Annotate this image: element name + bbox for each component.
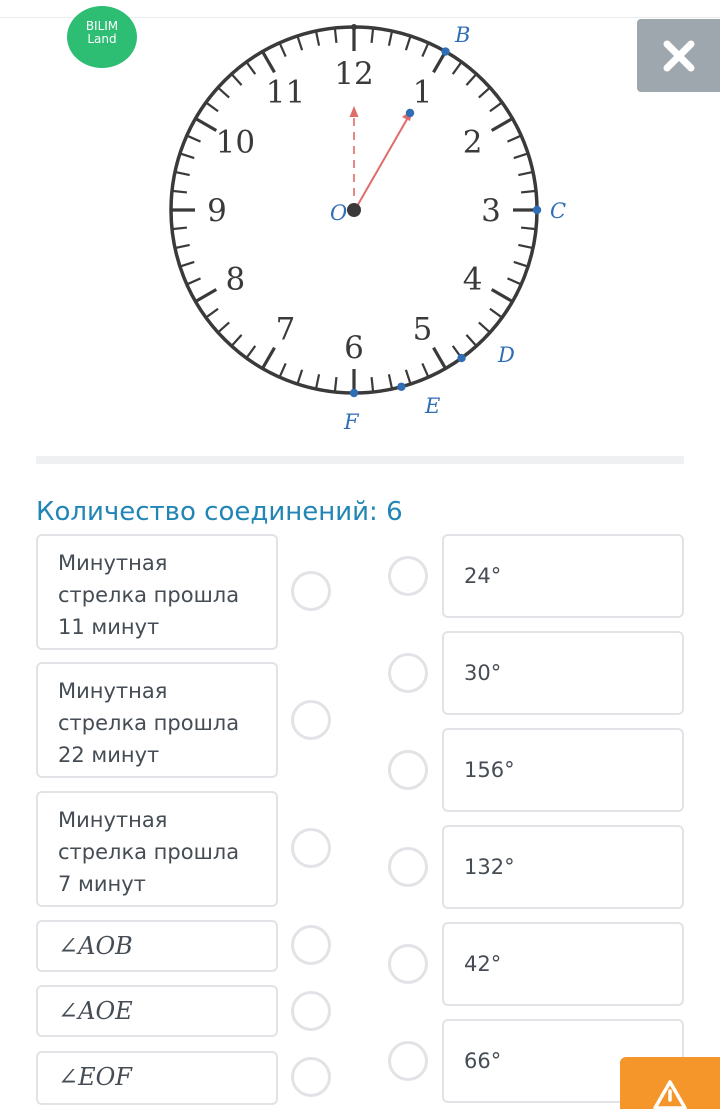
left-radio-1[interactable] [291, 571, 331, 611]
minute-tick [206, 102, 218, 111]
minute-tick [479, 322, 490, 332]
section-divider [36, 456, 684, 464]
minute-tick [172, 191, 187, 193]
clock-numeral: 1 [412, 74, 433, 111]
right-radio-5[interactable] [388, 944, 428, 984]
point-c-label: C [550, 199, 567, 223]
minute-tick [218, 88, 229, 98]
minute-tick [479, 88, 490, 98]
minute-tick [335, 28, 337, 43]
right-radio-3[interactable] [388, 750, 428, 790]
minute-tick [297, 370, 302, 384]
clock-numeral: 10 [215, 124, 256, 161]
point-f-label: F [344, 410, 359, 434]
right-option-3[interactable] [442, 728, 684, 812]
minute-tick [514, 153, 528, 158]
right-radio-6[interactable] [388, 1041, 428, 1081]
minute-tick [518, 172, 533, 175]
minute-tick [206, 309, 218, 318]
right-option-5[interactable] [442, 922, 684, 1006]
hour-tick [196, 119, 217, 131]
point-f [350, 389, 358, 397]
right-option-2-label: 30° [464, 661, 502, 685]
minute-tick [518, 245, 533, 248]
left-radio-6[interactable] [291, 1057, 331, 1097]
point-e [397, 383, 405, 391]
hour-tick [263, 348, 275, 369]
minute-tick [490, 102, 502, 111]
right-option-4[interactable] [442, 825, 684, 909]
hour-tick [196, 290, 217, 302]
minute-tick [316, 374, 319, 389]
minute-tick [246, 62, 255, 74]
hand-tip-point [406, 109, 414, 117]
minute-tick [175, 172, 190, 175]
minute-tick [507, 136, 521, 142]
left-radio-2[interactable] [291, 700, 331, 740]
right-option-4-label: 132° [464, 855, 515, 879]
reference-hand-arrow [350, 106, 359, 117]
point-a [351, 24, 357, 30]
connections-count-value: 6 [386, 497, 403, 527]
clock-numeral: 2 [462, 124, 483, 161]
clock-numeral: 3 [481, 193, 501, 229]
minute-tick [172, 228, 187, 230]
left-option-3[interactable]: Минутная стрелка прошла 7 минут [36, 791, 278, 907]
minute-tick [232, 74, 242, 85]
minute-tick [187, 136, 201, 142]
minute-tick [453, 62, 462, 74]
warning-icon [652, 1079, 688, 1109]
point-b-label: B [455, 23, 471, 47]
minute-tick [218, 322, 229, 332]
point-o-label: O [330, 201, 348, 225]
minute-tick [180, 262, 194, 267]
center-point [347, 203, 361, 217]
minute-tick [514, 262, 528, 267]
minute-tick [372, 377, 374, 392]
point-d [457, 354, 465, 362]
point-d-label: D [498, 343, 515, 367]
point-b [441, 47, 449, 55]
minute-tick [389, 31, 392, 46]
connections-count-label: Количество соединений: [36, 497, 378, 527]
minute-tick [187, 278, 201, 284]
close-button[interactable] [637, 19, 720, 92]
connections-count [36, 497, 403, 527]
logo-line-2: Land [87, 32, 117, 46]
left-radio-4[interactable] [291, 925, 331, 965]
clock-numeral: 8 [225, 261, 246, 298]
logo-line-1: BILIM [85, 19, 119, 33]
left-option-1[interactable]: Минутная стрелка прошла 11 минут [36, 534, 278, 650]
left-option-6[interactable]: ∠EOF [36, 1051, 278, 1105]
minute-tick [422, 43, 428, 57]
minute-tick [297, 36, 302, 50]
clock-diagram [140, 0, 580, 440]
minute-tick [521, 228, 536, 230]
clock-numeral: 6 [344, 330, 364, 366]
right-option-1[interactable] [442, 534, 684, 618]
minute-tick [422, 363, 428, 377]
right-radio-4[interactable] [388, 847, 428, 887]
minute-tick [389, 374, 392, 389]
bilimland-logo [67, 6, 137, 68]
left-option-5[interactable]: ∠AOE [36, 985, 278, 1037]
minute-tick [175, 245, 190, 248]
minute-tick [180, 153, 194, 158]
minute-tick [316, 31, 319, 46]
left-option-4[interactable]: ∠AOB [36, 920, 278, 972]
right-option-5-label: 42° [464, 952, 502, 976]
hour-tick [263, 52, 275, 73]
clock-numeral: 9 [207, 193, 227, 229]
minute-tick [466, 74, 476, 85]
minute-tick [246, 346, 255, 358]
right-option-3-label: 156° [464, 758, 515, 782]
minute-tick [466, 335, 476, 346]
right-option-6-label: 66° [464, 1049, 502, 1073]
clock-numeral: 5 [412, 311, 433, 348]
minute-hand [356, 114, 410, 208]
hour-tick [492, 290, 513, 302]
right-option-2[interactable] [442, 631, 684, 715]
left-radio-3[interactable] [291, 828, 331, 868]
minute-tick [406, 36, 411, 50]
point-e-label: E [425, 394, 441, 418]
report-problem-button[interactable] [620, 1057, 720, 1109]
left-radio-5[interactable] [291, 991, 331, 1031]
point-c [533, 206, 541, 214]
clock-numeral: 7 [275, 311, 296, 348]
hour-tick [492, 119, 513, 131]
right-radio-1[interactable] [388, 556, 428, 596]
minute-tick [372, 28, 374, 43]
minute-tick [490, 309, 502, 318]
clock-numeral: 11 [265, 74, 306, 111]
minute-tick [280, 43, 286, 57]
clock-numeral: 12 [334, 56, 374, 92]
close-icon [662, 39, 696, 73]
minute-tick [406, 370, 411, 384]
minute-tick [232, 335, 242, 346]
minute-tick [521, 191, 536, 193]
clock-numeral: 4 [462, 261, 483, 298]
minute-tick [335, 377, 337, 392]
hour-tick [434, 348, 446, 369]
left-option-2[interactable]: Минутная стрелка прошла 22 минут [36, 662, 278, 778]
minute-tick [280, 363, 286, 377]
right-radio-2[interactable] [388, 653, 428, 693]
right-option-1-label: 24° [464, 564, 502, 588]
minute-tick [507, 278, 521, 284]
